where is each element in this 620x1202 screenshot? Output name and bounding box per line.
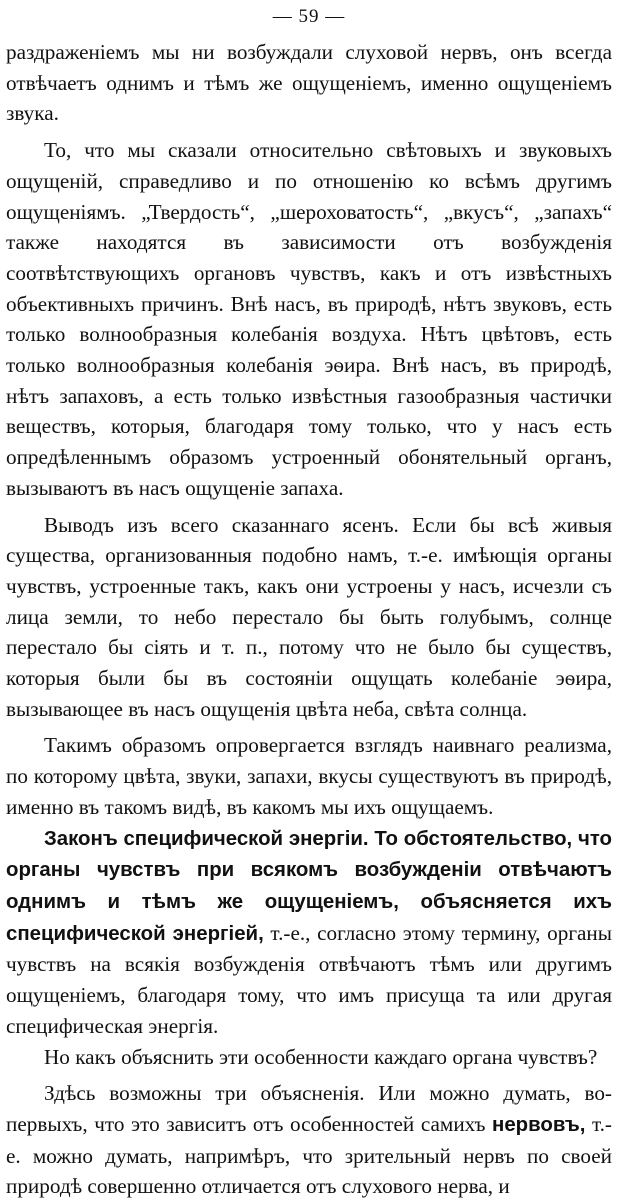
section-heading: Законъ специфической энергіи. То обстоятельство, что органы чувствъ при всякомъ возбужденіи отвѣчаютъ однимъ и тѣмъ же ощущеніемъ, объясняется ихъ специфической энергіей, <box>6 827 612 945</box>
paragraph-conclusion: Выводъ изъ всего сказаннаго ясенъ. Если бы всѣ живыя существа, организованныя подобно намъ, т.-е. имѣющія органы чувствъ, устроенные такъ, какъ они устроены у насъ, исчезли съ лица земли, то небо перестало бы быть голубымъ, солнце перестало бы сіять и т. п., потому что не было бы существъ, которыя были бы въ состояніи ощущать колебаніе эѳира, вызывающее въ насъ ощущенія цвѣта неба, свѣта солнца. <box>6 512 612 721</box>
section-specific-energy <box>6 823 612 1042</box>
paragraph-text-start: Здѣсь возможны три объясненія. Или можно думать, во-первыхъ, что это зависитъ отъ особенностей самихъ <box>6 1081 612 1136</box>
paragraph-question: Но какъ объяснить эти особенности каждаго органа чувствъ? <box>44 1044 598 1069</box>
paragraph-three-explanations <box>6 1078 612 1202</box>
paragraph-sensations: То, что мы сказали относительно свѣтовыхъ и звуковыхъ ощущеній, справедливо и по отношенію ко всѣмъ другимъ ощущеніямъ. „Твердость“, „шероховатость“, „вкусъ“, „запахъ“ также находятся въ зависимости отъ возбужденія соотвѣтствующихъ органовъ чувствъ, какъ и отъ извѣстныхъ объективныхъ причинъ. Внѣ насъ, въ природѣ, нѣтъ звуковъ, есть только волнообразныя колебанія воздуха. Нѣтъ цвѣтовъ, есть только волнообразныя колебанія эѳира. Внѣ насъ, въ природѣ, нѣтъ запаховъ, а есть только извѣстныя газообразныя частички веществъ, которыя, благодаря тому только, что у насъ есть опредѣленнымъ образомъ устроенный обонятельный органъ, вызываютъ въ насъ ощущеніе запаха. <box>6 138 612 500</box>
section-text: т.-е., согласно этому термину, органы чувствъ на всякія возбужденія отвѣчаютъ тѣмъ или другимъ ощущеніемъ, благодаря тому, что имъ присуща та или другая специфическая энергія. <box>6 920 612 1038</box>
emphasis-nerves: нервовъ, <box>492 1113 586 1136</box>
paragraph-naive-realism: Такимъ образомъ опровергается взглядъ наивнаго реализма, по которому цвѣта, звуки, запахи, вкусы существуютъ въ природѣ, именно въ такомъ видѣ, въ какомъ мы ихъ ощущаемъ. <box>6 733 612 819</box>
page-number: — 59 — <box>272 6 346 27</box>
paragraph-continuation: раздраженіемъ мы ни возбуждали слуховой нервъ, онъ всегда отвѣчаетъ однимъ и тѣмъ же ощущеніемъ, именно ощущеніемъ звука. <box>6 40 612 126</box>
page-body <box>6 37 612 1202</box>
paragraph-text-end: т.-е. можно думать, напримѣръ, что зрительный нервъ по своей природѣ совершенно отличается отъ слухового нерва, и <box>6 1111 612 1199</box>
section-paragraph <box>6 823 612 1042</box>
